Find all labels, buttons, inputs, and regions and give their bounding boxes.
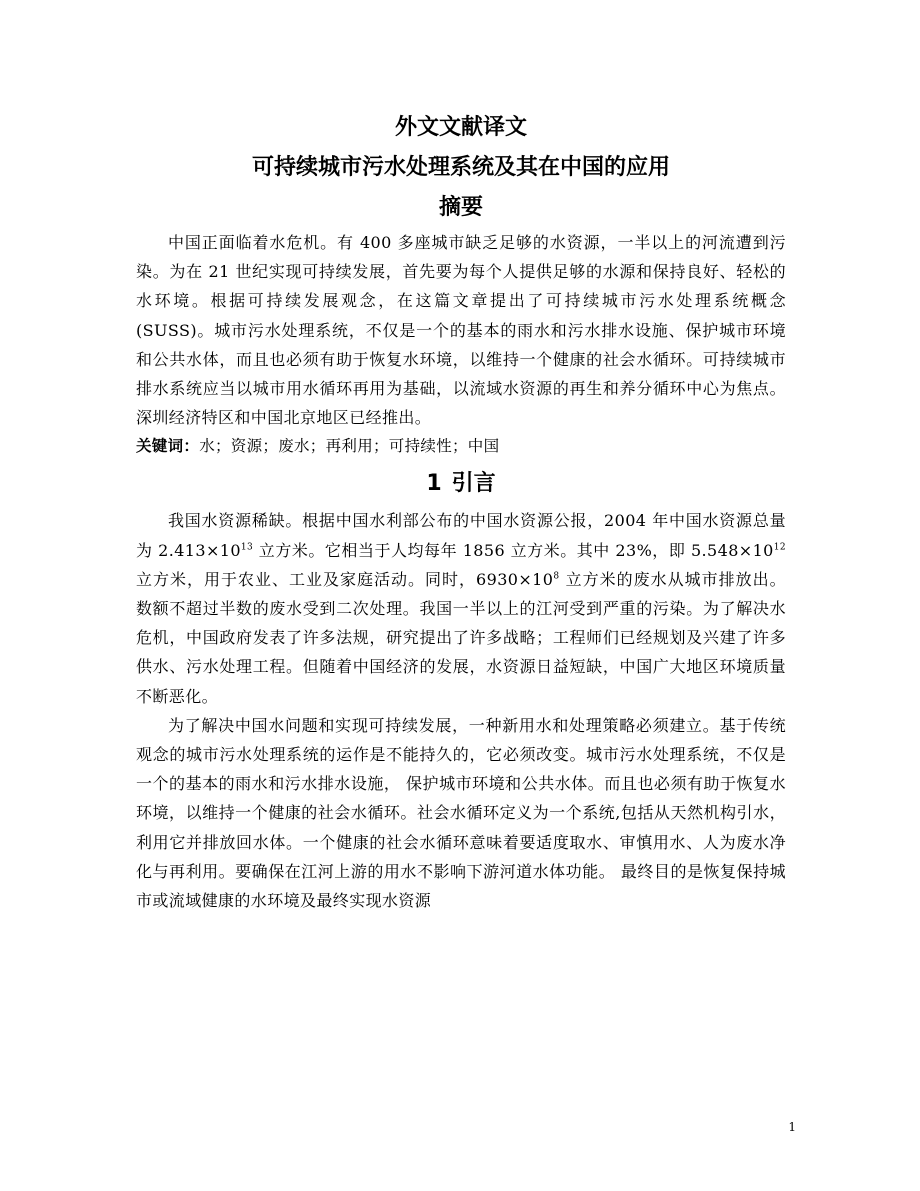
abstract-paragraph: 中国正面临着水危机。有 400 多座城市缺乏足够的水资源，一半以上的河流遭到污染。为在 21 世纪实现可持续发展，首先要为每个人提供足够的水源和保持良好、轻松的水环境。根据可持续发展观念，在这篇文章提出了可持续城市污水处理系统概念(SUSS)。城市污水处理系统，不仅是一个的基本的雨水和污水排水设施、保护城市环境和公共水体，而且也必须有助于恢复水环境，以维持一个健康的社会水循环。可持续城市排水系统应当以城市用水循环再用为基础，以流域水资源的再生和养分循环中心为焦点。深圳经济特区和中国北京地区已经推出。: [136, 233, 786, 428]
para1-text-b: 立方米。它相当于人均每年 1856 立方米。其中 23%，即 5.548×10: [253, 540, 774, 560]
exponent-8: 8: [553, 571, 560, 582]
exponent-12: 12: [773, 542, 786, 553]
section-number: 1: [426, 471, 442, 497]
introduction-paragraph-2: 为了解决中国水问题和实现可持续发展，一种新用水和处理策略必须建立。基于传统观念的城市污水处理系统的运作是不能持久的，它必须改变。城市污水处理系统，不仅是一个的基本的雨水和污水排水设施， 保护城市环境和公共水体。而且也必须有助于恢复水环境，以维持一个健康的社会水循环。社会水循环定义为一个系统,包括从天然机构引水，利用它并排放回水体。一个健康的社会水循环意味着要适度取水、审慎用水、人为废水净化与再利用。要确保在江河上游的用水不影响下游河道水体功能。 最终目的是恢复保持城市或流域健康的水环境及最终实现水资源: [136, 715, 786, 911]
keywords-line: [136, 432, 786, 461]
keywords-text: 水；资源；废水；再利用；可持续性；中国: [199, 437, 500, 456]
section-title: 引言: [451, 471, 496, 497]
exponent-13: 13: [240, 542, 254, 553]
document-title: 外文文献译文: [394, 115, 527, 140]
para1-text-a: 我国水资源稀缺。根据中国水利部公布的中国水资源公报，2004 年中国水资源总量为 2.413×10: [136, 511, 786, 560]
keywords-label: 关键词：: [136, 437, 200, 456]
section-heading-introduction: [136, 464, 786, 504]
paper-title: 可持续城市污水处理系统及其在中国的应用: [251, 155, 670, 180]
abstract-heading: 摘要: [438, 195, 483, 220]
introduction-paragraph-1: [136, 506, 786, 710]
para1-text-c: 立方米，用于农业、工业及家庭活动。同时，6930×10: [136, 569, 554, 589]
page-content: [136, 108, 786, 915]
page-number: 1: [788, 1120, 796, 1134]
para1-text-d: 立方米的废水从城市排放出。 数额不超过半数的废水受到二次处理。我国一半以上的江河受到严重的污染。为了解决水危机，中国政府发表了许多法规，研究提出了许多战略；工程师们已经规划及兴建了许多供水、污水处理工程。但随着中国经济的发展，水资源日益短缺，中国广大地区环境质量不断恶化。: [136, 569, 787, 706]
